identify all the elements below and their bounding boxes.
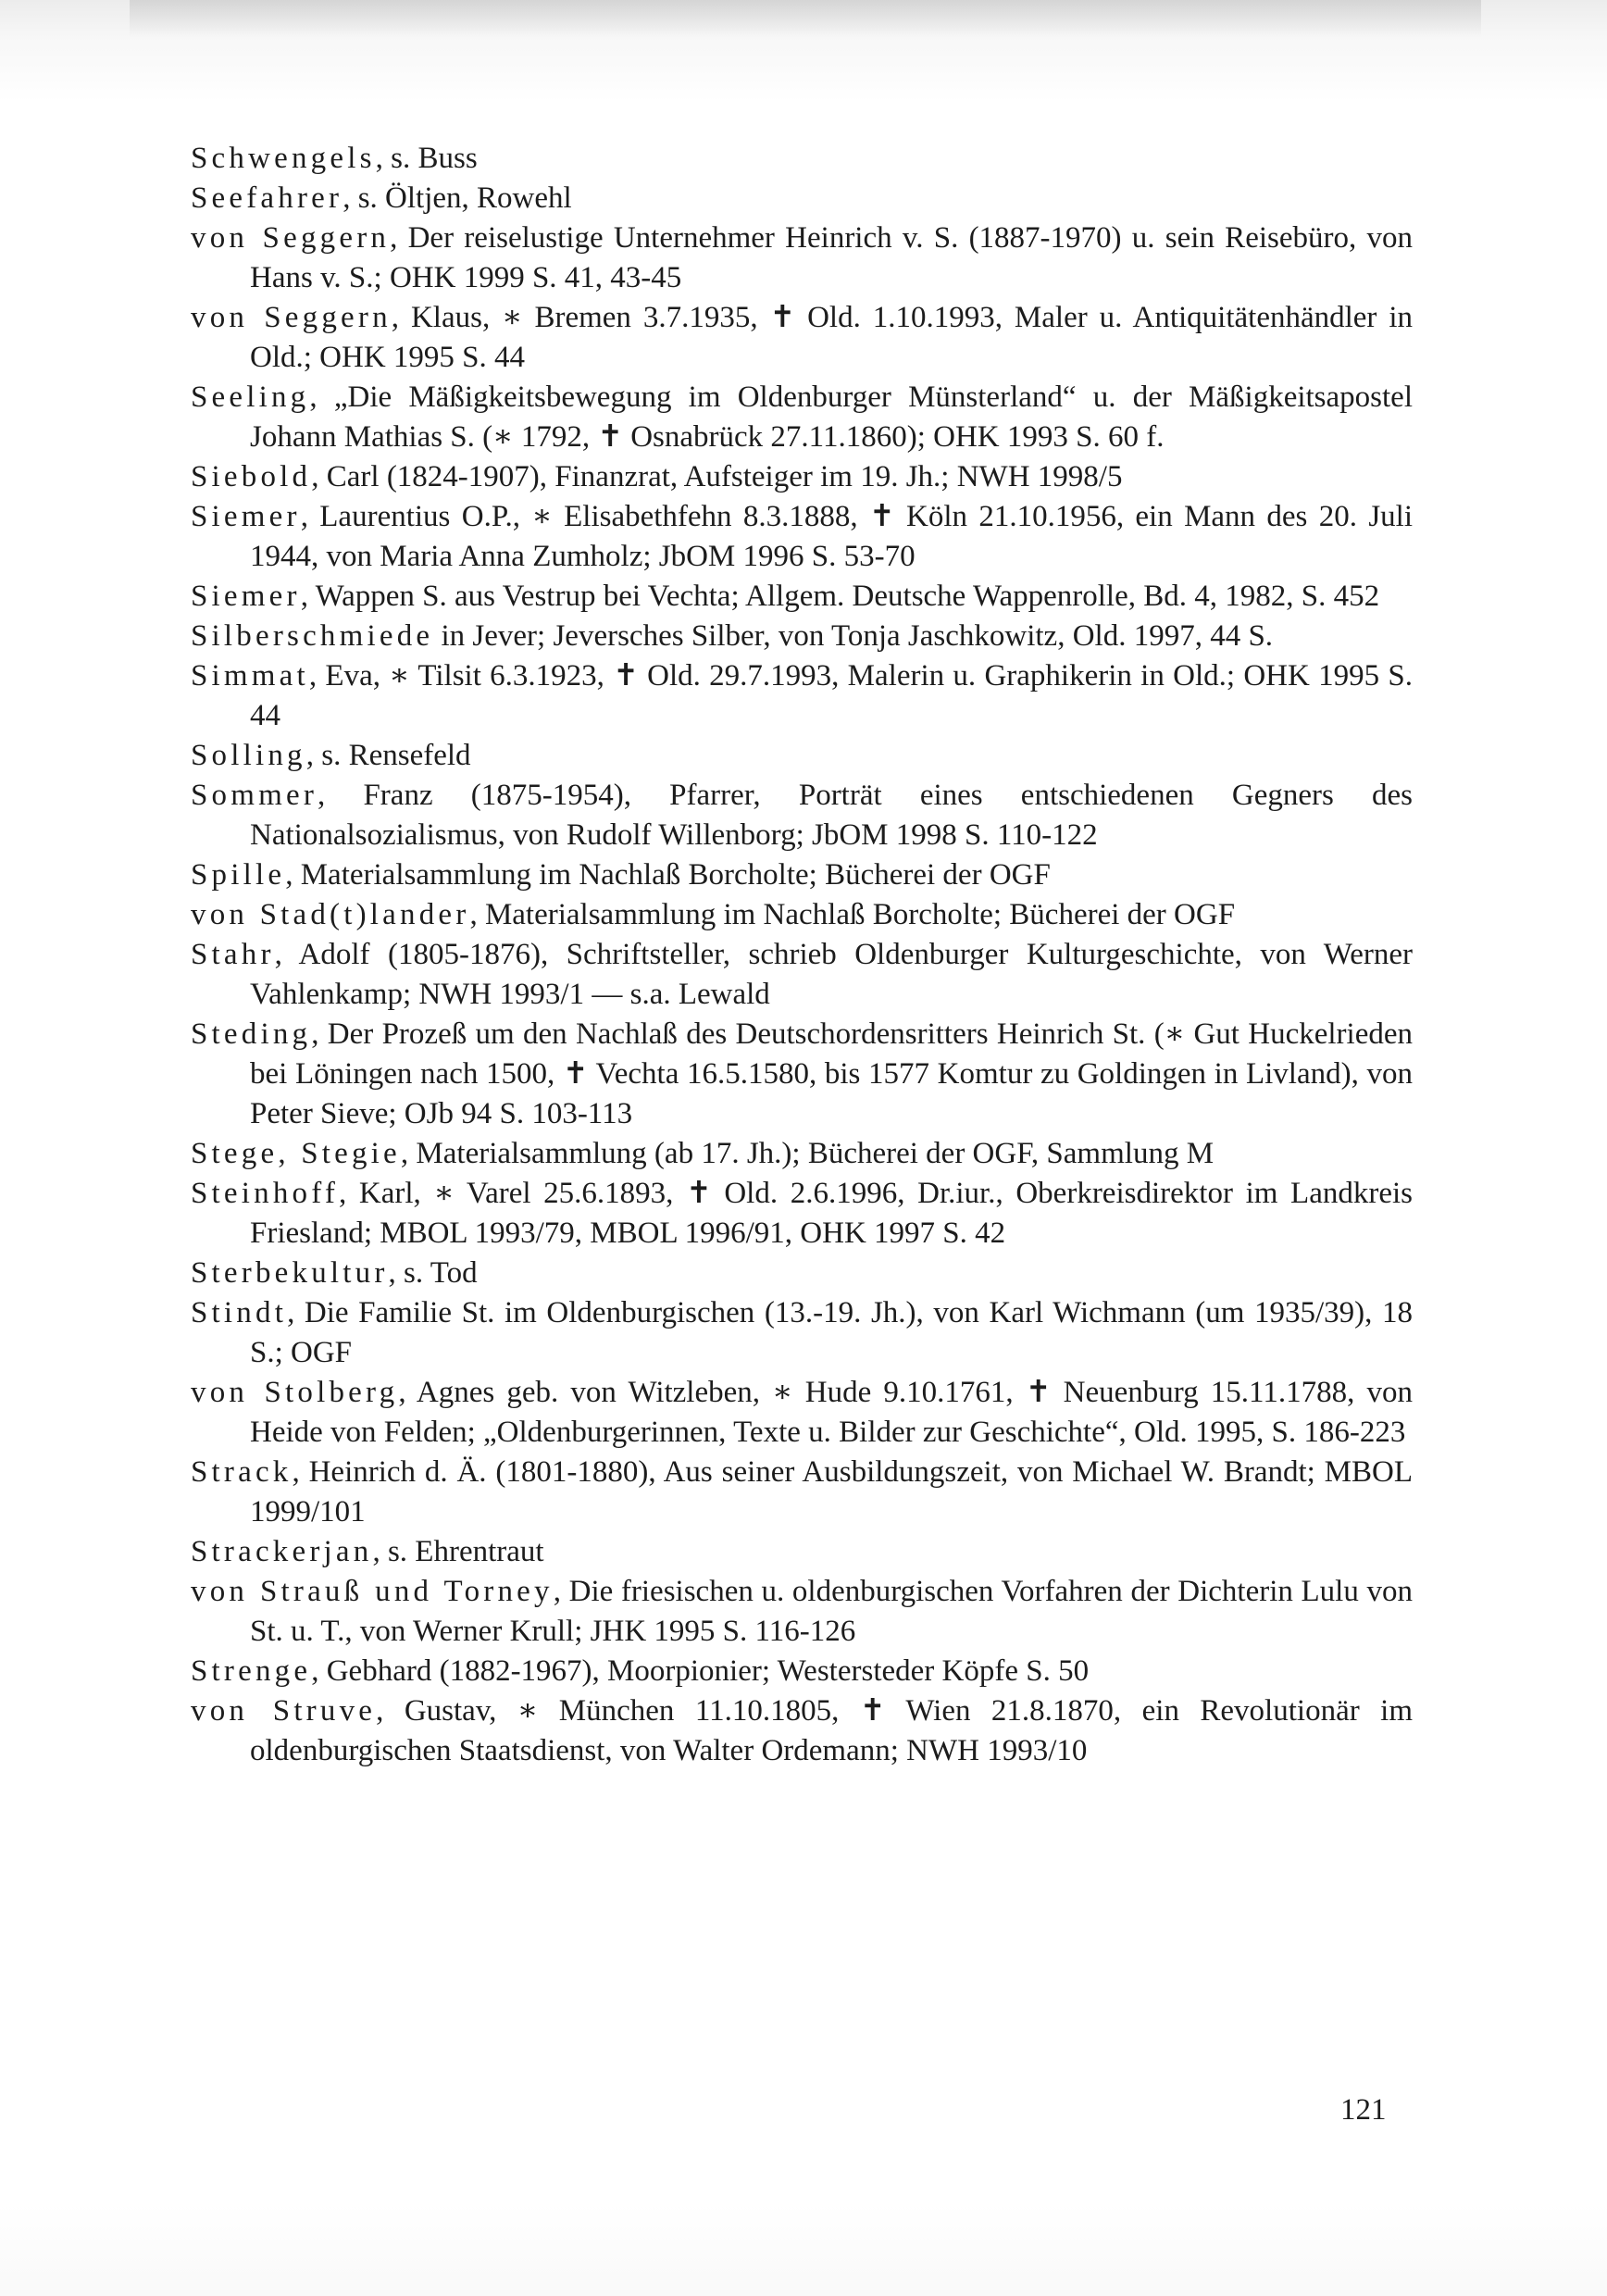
index-entry	[191, 1174, 1413, 1254]
entry-text: , Materialsammlung im Nachlaß Borcholte; Bücherei der OGF	[469, 898, 1236, 931]
index-entry	[191, 1254, 1413, 1293]
index-entry	[191, 1652, 1413, 1691]
entry-text: , Klaus, ∗ Bremen 3.7.1935, ✝ Old. 1.10.1993, Maler u. Antiquitätenhändler in Old.; OHK 1995 S. 44	[250, 301, 1414, 374]
entry-term: Seeling	[191, 381, 310, 414]
index-entry	[191, 935, 1413, 1015]
index-entry	[191, 617, 1413, 656]
entry-text: , Materialsammlung (ab 17. Jh.); Bücherei der OGF, Sammlung M	[400, 1137, 1215, 1170]
entry-term: Stad(t)lander	[259, 898, 470, 931]
index-entry	[191, 1532, 1413, 1572]
index-entry	[191, 855, 1413, 895]
index-entry: von Seggern, Klaus, ∗ Bremen 3.7.1935, ✝ Old. 1.10.1993, Maler u. Antiquitätenhändler in Old.; OHK 1995 S. 44	[191, 301, 1414, 374]
entry-term: Stolberg	[264, 1376, 399, 1409]
index-entry	[191, 1134, 1413, 1174]
index-entry	[191, 497, 1413, 577]
index-entry	[191, 656, 1413, 736]
index-entry: von Strauß und Torney, Die friesischen u. oldenburgischen Vorfahren der Dichterin Lulu von St. u. T., von Werner Krull; JHK 1995 S. 116-126	[191, 1575, 1413, 1648]
entry-text: , Karl, ∗ Varel 25.6.1893, ✝ Old. 2.6.1996, Dr.iur., Oberkreisdirektor im Landkreis Friesland; MBOL 1993/79, MBOL 1996/91, OHK 1997 S. 42	[250, 1177, 1413, 1250]
entry-text: , Materialsammlung im Nachlaß Borcholte; Bücherei der OGF	[285, 858, 1051, 892]
entry-term: Sterbekultur	[191, 1256, 389, 1290]
entry-term: Seefahrer	[191, 181, 343, 215]
index-entry: von Stolberg, Agnes geb. von Witzleben, ∗ Hude 9.10.1761, ✝ Neuenburg 15.11.1788, von Heide von Felden; „Oldenburgerinnen, Texte u. Bilder zur Geschichte“, Old. 1995, S. 186-223	[191, 1376, 1413, 1449]
index-entry	[191, 179, 1413, 218]
entry-text: , Laurentius O.P., ∗ Elisabethfehn 8.3.1888, ✝ Köln 21.10.1956, ein Mann des 20. Juli 1944, von Maria Anna Zumholz; JbOM 1996 S. 53-70	[250, 500, 1413, 573]
entry-text: , s. Öltjen, Rowehl	[343, 181, 572, 215]
entry-term: Solling	[191, 739, 306, 772]
entry-term: Strauß und Torney	[259, 1575, 554, 1608]
entry-term: Sommer	[191, 779, 318, 812]
entry-term: Silberschmiede	[191, 619, 434, 653]
entry-text: , Die Familie St. im Oldenburgischen (13.-19. Jh.), von Karl Wichmann (um 1935/39), 18 S.; OGF	[250, 1296, 1413, 1369]
index-entry	[191, 736, 1413, 776]
entry-text: , Franz (1875-1954), Pfarrer, Porträt eines entschiedenen Gegners des Nationalsozialismus, von Rudolf Willenborg; JbOM 1998 S. 110-122	[250, 779, 1413, 852]
page-number: 121	[1340, 2093, 1387, 2127]
entry-text: , Wappen S. aus Vestrup bei Vechta; Allgem. Deutsche Wappenrolle, Bd. 4, 1982, S. 452	[300, 580, 1380, 613]
entry-term: Steding	[191, 1017, 312, 1051]
entry-term: Siemer	[191, 500, 301, 533]
index-entries	[191, 139, 1413, 1771]
entry-text: , „Die Mäßigkeitsbewegung im Oldenburger Münsterland“ u. der Mäßigkeitsapostel Johann Mathias S. (∗ 1792, ✝ Osnabrück 27.11.1860); OHK 1993 S. 60 f.	[250, 381, 1413, 454]
entry-term: Strenge	[191, 1654, 312, 1688]
entry-text: , Adolf (1805-1876), Schriftsteller, schrieb Oldenburger Kulturgeschichte, von Werner Vahlenkamp; NWH 1993/1 — s.a. Lewald	[250, 938, 1413, 1011]
entry-term: Struve	[272, 1694, 377, 1728]
entry-text: , s. Rensefeld	[305, 739, 471, 772]
index-entry	[191, 457, 1413, 497]
index-entry	[191, 139, 1413, 179]
entry-term: Strackerjan	[191, 1535, 373, 1568]
entry-term: Stindt	[191, 1296, 288, 1329]
scan-shadow	[130, 0, 1481, 37]
entry-text: , Eva, ∗ Tilsit 6.3.1923, ✝ Old. 29.7.1993, Malerin u. Graphikerin in Old.; OHK 1995 S. 44	[250, 659, 1413, 732]
entry-term: Stege, Stegie	[191, 1137, 401, 1170]
entry-term: Strack	[191, 1455, 293, 1489]
entry-text: , Der reiselustige Unternehmer Heinrich v. S. (1887-1970) u. sein Reisebüro, von Hans v. S.; OHK 1999 S. 41, 43-45	[250, 221, 1413, 294]
entry-text: , Der Prozeß um den Nachlaß des Deutschordensritters Heinrich St. (∗ Gut Huckelrieden bei Löningen nach 1500, ✝ Vechta 16.5.1580, bis 1577 Komtur zu Goldingen in Livland), von Peter Sieve; OJb 94 S. 103-113	[250, 1017, 1413, 1130]
entry-text: , s. Tod	[388, 1256, 478, 1290]
entry-term: Spille	[191, 858, 286, 892]
index-entry	[191, 1453, 1413, 1532]
entry-term: Schwengels	[191, 142, 376, 175]
index-entry	[191, 577, 1413, 617]
entry-term: Steinhoff	[191, 1177, 340, 1210]
entry-text: , Gebhard (1882-1967), Moorpionier; Westersteder Köpfe S. 50	[311, 1654, 1090, 1688]
entry-term: Siemer	[191, 580, 301, 613]
entry-text: , Agnes geb. von Witzleben, ∗ Hude 9.10.1761, ✝ Neuenburg 15.11.1788, von Heide von Felden; „Oldenburgerinnen, Texte u. Bilder zur Geschichte“, Old. 1995, S. 186-223	[250, 1376, 1413, 1449]
entry-term: Stahr	[191, 938, 275, 971]
index-entry	[191, 776, 1413, 855]
index-entry: von Struve, Gustav, ∗ München 11.10.1805, ✝ Wien 21.8.1870, ein Revolutionär im oldenburgischen Staatsdienst, von Walter Ordemann; NWH 1993/10	[191, 1694, 1413, 1767]
index-entry	[191, 1015, 1413, 1134]
entry-term: Simmat	[191, 659, 309, 693]
entry-term: Seggern	[264, 301, 392, 334]
entry-text: , s. Ehrentraut	[372, 1535, 544, 1568]
entry-text: in Jever; Jeversches Silber, von Tonja Jaschkowitz, Old. 1997, 44 S.	[433, 619, 1274, 653]
index-entry: von Stad(t)lander, Materialsammlung im Nachlaß Borcholte; Bücherei der OGF	[191, 898, 1236, 931]
entry-term: Seggern	[262, 221, 391, 255]
index-entry: von Seggern, Der reiselustige Unternehmer Heinrich v. S. (1887-1970) u. sein Reisebüro, von Hans v. S.; OHK 1999 S. 41, 43-45	[191, 221, 1413, 294]
entry-text: , Heinrich d. Ä. (1801-1880), Aus seiner Ausbildungszeit, von Michael W. Brandt; MBOL 1999/101	[250, 1455, 1413, 1529]
index-entry	[191, 1293, 1413, 1373]
entry-text: , s. Buss	[375, 142, 478, 175]
index-entry	[191, 378, 1413, 457]
entry-text: , Carl (1824-1907), Finanzrat, Aufsteiger im 19. Jh.; NWH 1998/5	[311, 460, 1123, 493]
entry-term: Siebold	[191, 460, 312, 493]
entry-text: , Gustav, ∗ München 11.10.1805, ✝ Wien 21.8.1870, ein Revolutionär im oldenburgischen Staatsdienst, von Walter Ordemann; NWH 1993/10	[250, 1694, 1413, 1767]
entry-text: , Die friesischen u. oldenburgischen Vorfahren der Dichterin Lulu von St. u. T., von Werner Krull; JHK 1995 S. 116-126	[250, 1575, 1413, 1648]
